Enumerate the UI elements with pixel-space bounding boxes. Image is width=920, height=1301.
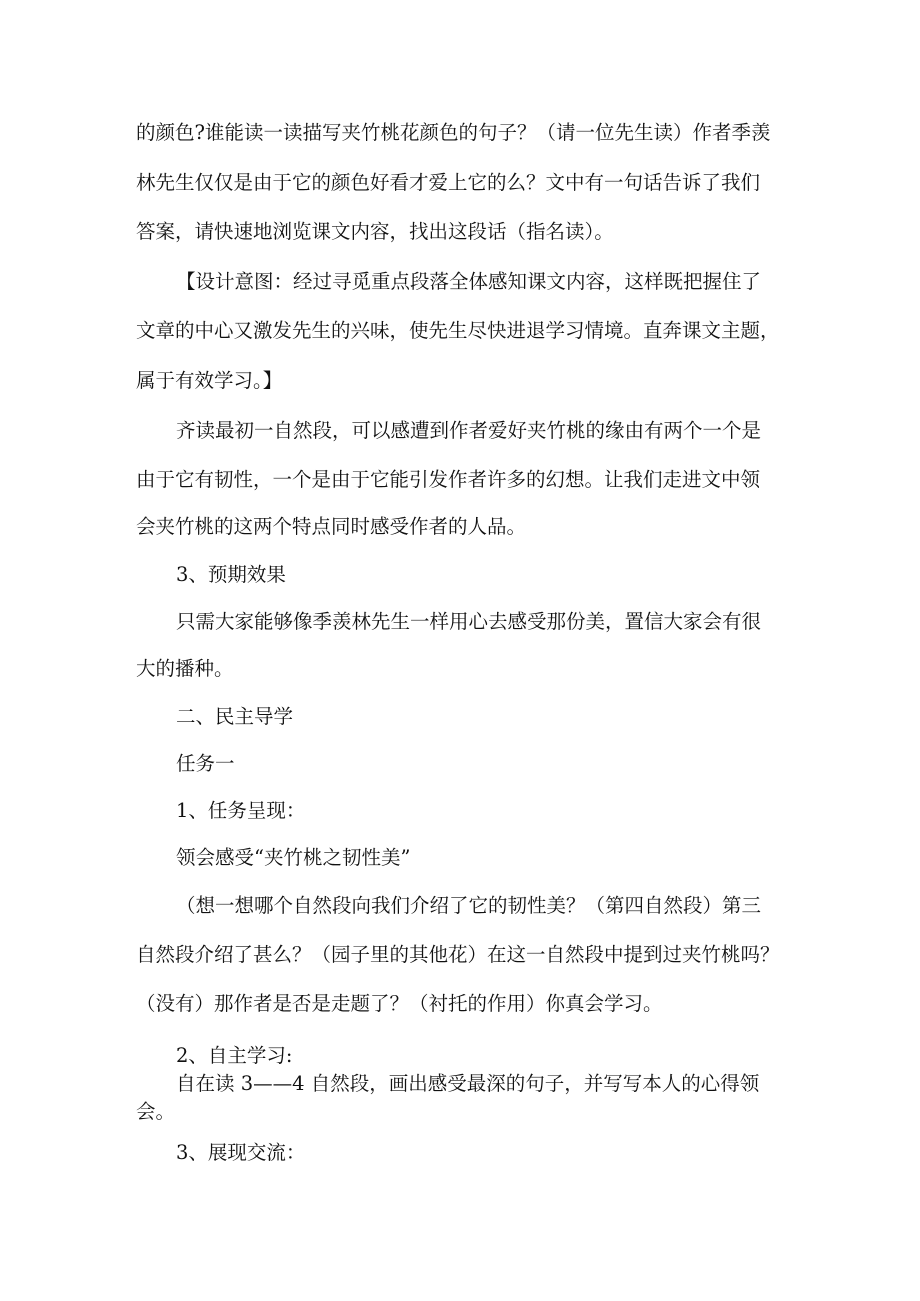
section-heading: 二、民主导学 xyxy=(176,705,294,728)
text-line: 属于有效学习。】 xyxy=(136,369,283,392)
section-heading: 3、预期效果 xyxy=(176,563,286,586)
text-line: 会夹竹桃的这两个特点同时感受作者的人品。 xyxy=(136,515,527,538)
section-heading: 2、自主学习: xyxy=(176,1044,293,1067)
text-line: 自然段介绍了甚么？（园子里的其他花）在这一自然段中提到过夹竹桃吗？ xyxy=(136,943,780,966)
text-line: 只需大家能够像季羡林先生一样用心去感受那份美，置信大家会有很 xyxy=(176,610,762,633)
text-line: （没有）那作者是否是走题了？（衬托的作用）你真会学习。 xyxy=(136,992,663,1015)
text-line: 由于它有韧性，一个是由于它能引发作者许多的幻想。让我们走进文中领 xyxy=(136,468,761,491)
text-line: 领会感受“夹竹桃之韧性美” xyxy=(176,846,411,869)
text-line: 文章的中心又激发先生的兴味，使先生尽快进退学习情境。直奔课文主题， xyxy=(136,319,780,342)
text-line: （想一想哪个自然段向我们介绍了它的韧性美？（第四自然段）第三 xyxy=(176,894,762,917)
section-heading: 1、任务呈现： xyxy=(176,799,306,822)
text-line: 自在读 3——4 自然段，画出感受最深的句子，并写写本人的心得领 xyxy=(176,1072,760,1095)
text-line: 林先生仅仅是由于它的颜色好看才爱上它的么？文中有一句话告诉了我们 xyxy=(136,171,761,194)
text-line: 齐读最初一自然段，可以感遭到作者爱好夹竹桃的缘由有两个一个是 xyxy=(176,419,762,442)
text-line: 的颜色?谁能读一读描写夹竹桃花颜色的句子？（请一位先生读）作者季羡 xyxy=(136,121,771,144)
text-line: 答案，请快速地浏览课文内容，找出这段话（指名读）。 xyxy=(136,220,614,243)
text-line: 【设计意图：经过寻觅重点段落全体感知课文内容，这样既把握住了 xyxy=(176,270,762,293)
section-heading: 任务一 xyxy=(176,752,235,775)
section-heading: 3、展现交流： xyxy=(176,1141,306,1164)
text-line: 会。 xyxy=(136,1100,176,1123)
text-line: 大的播种。 xyxy=(136,657,234,680)
